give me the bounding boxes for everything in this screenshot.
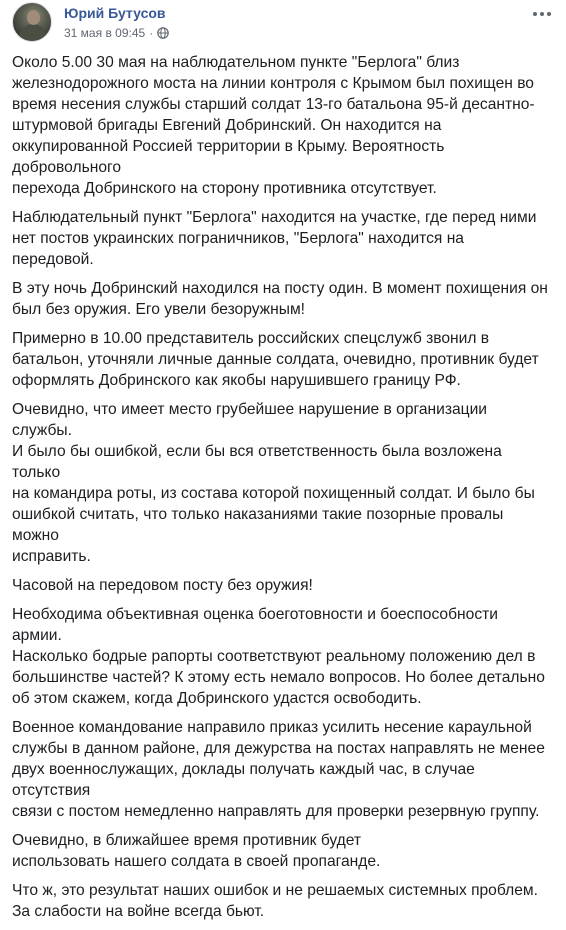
post-body (12, 52, 550, 930)
more-dot (533, 12, 537, 16)
more-dot (540, 12, 544, 16)
more-options-icon[interactable] (530, 6, 554, 22)
post-paragraph: Очевидно, что имеет место грубейшее нарушение в организации службы. И было бы ошибкой, если бы вся ответственность была возложена только на командира роты, из состава которой похищенный солдат. И было бы ошибкой считать, что только наказаниями такие позорные провалы можно исправить. (12, 401, 535, 565)
post-paragraph: Часовой на передовом посту без оружия! (12, 577, 313, 594)
post-paragraph: Наблюдательный пункт "Берлога" находится на участке, где перед ними нет постов украинских пограничников, "Берлога" находится на передовой. (12, 209, 537, 268)
avatar-shoulders (19, 24, 47, 42)
post-paragraph: Около 5.00 30 мая на наблюдательном пункте "Берлога" близ железнодорожного моста на линии контроля с Крымом был похищен во время несения службы старший солдат 13-го батальона 95-й десантно- штурмовой бригады Евгений Добринский. Он находится на оккупированной Россией территории в Крыму. Вероятность добровольного перехода Добринского на сторону противника отсутствует. (12, 54, 535, 197)
post-meta (64, 26, 169, 40)
author-name-link[interactable]: Юрий Бутусов (64, 5, 166, 21)
meta-separator: · (149, 26, 154, 40)
more-dot (547, 12, 551, 16)
post-paragraph: Военное командование направило приказ усилить несение караульной службы в данном районе, для дежурства на постах направлять не менее двух военнослужащих, доклады получать каждый час, в случае отсутствия связи с постом немедленно направлять для проверки резервную группу. (12, 719, 545, 820)
globe-icon[interactable] (157, 27, 169, 39)
post-paragraph: Что ж, это результат наших ошибок и не решаемых системных проблем. За слабости на войне всегда бьют. (12, 882, 538, 920)
post-paragraph: Очевидно, в ближайшее время противник будет использовать нашего солдата в своей пропаганде. (12, 832, 381, 870)
post-header (12, 2, 554, 46)
post-timestamp-link[interactable]: 31 мая в 09:45 (64, 26, 146, 40)
post-paragraph: Примерно в 10.00 представитель российских спецслужб звонил в батальон, уточняли личные данные солдата, очевидно, противник будет оформлять Добринского как якобы нарушившего границу РФ. (12, 330, 539, 389)
post-paragraph: Необходима объективная оценка боеготовности и боеспособности армии. Насколько бодрые рапорты соответствуют реальному положению дел в большинстве частей? К этому есть немало вопросов. Но более детально об этом скажем, когда Добринского удастся освободить. (12, 606, 545, 707)
author-avatar[interactable] (12, 2, 52, 42)
post-paragraph: В эту ночь Добринский находился на посту один. В момент похищения он был без оружия. Его увели безоружным! (12, 280, 548, 318)
avatar-head (27, 10, 40, 25)
